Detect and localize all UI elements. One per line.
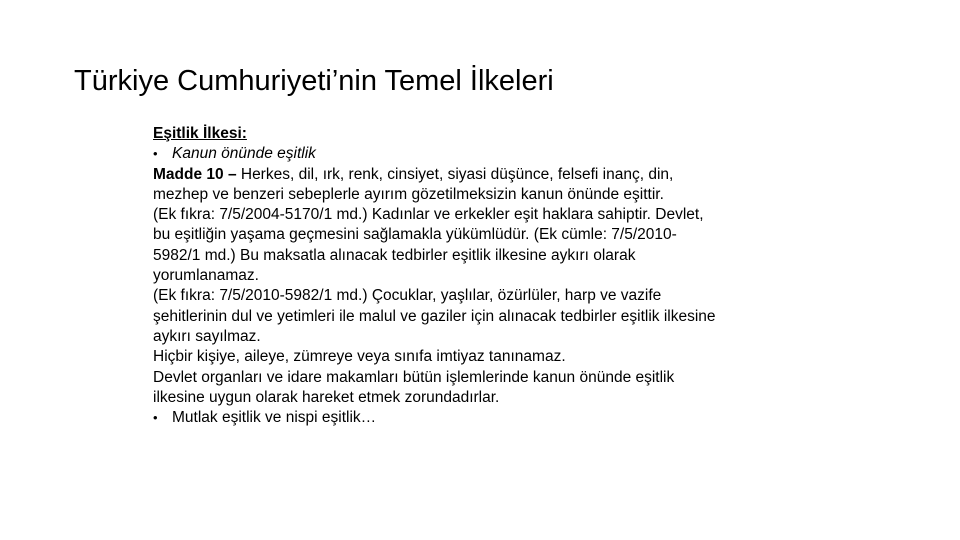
article-text: Herkes, dil, ırk, renk, cinsiyet, siyasi düşünce, felsefi inanç, din,: [236, 165, 674, 183]
paragraph-line: aykırı sayılmaz.: [153, 327, 261, 345]
paragraph-line: 5982/1 md.) Bu maksatla alınacak tedbirler eşitlik ilkesine aykırı olarak: [153, 246, 636, 264]
bullet-icon: •: [153, 146, 158, 162]
paragraph-line: bu eşitliğin yaşama geçmesini sağlamakla yükümlüdür. (Ek cümle: 7/5/2010-: [153, 226, 677, 244]
bullet-text: Kanun önünde eşitlik: [172, 145, 316, 163]
slide-title: Türkiye Cumhuriyeti’nin Temel İlkeleri: [74, 65, 554, 97]
bullet-text: Mutlak eşitlik ve nispi eşitlik…: [172, 409, 377, 427]
paragraph-line: (Ek fıkra: 7/5/2010-5982/1 md.) Çocuklar, yaşlılar, özürlüler, harp ve vazife: [153, 287, 662, 305]
paragraph-line: ilkesine uygun olarak hareket etmek zorundadırlar.: [153, 388, 500, 406]
article-label: Madde 10 –: [153, 165, 237, 183]
paragraph-line: şehitlerinin dul ve yetimleri ile malul ve gaziler için alınacak tedbirler eşitlik ilkesine: [153, 307, 716, 325]
paragraph-line: (Ek fıkra: 7/5/2004-5170/1 md.) Kadınlar ve erkekler eşit haklara sahiptir. Devlet,: [153, 206, 704, 224]
article-line: mezhep ve benzeri sebeplerle ayırım gözetilmeksizin kanun önünde eşittir.: [153, 185, 664, 203]
slide-body: [153, 124, 833, 428]
article-line: [153, 165, 833, 185]
bullet-item: [153, 144, 833, 164]
paragraph-line: Devlet organları ve idare makamları bütün işlemlerinde kanun önünde eşitlik: [153, 368, 675, 386]
section-heading: Eşitlik İlkesi:: [153, 125, 247, 142]
bullet-icon: •: [153, 410, 158, 426]
paragraph-line: yorumlanamaz.: [153, 267, 259, 285]
bullet-item: [153, 408, 833, 428]
paragraph-line: Hiçbir kişiye, aileye, zümreye veya sınıfa imtiyaz tanınamaz.: [153, 348, 566, 366]
